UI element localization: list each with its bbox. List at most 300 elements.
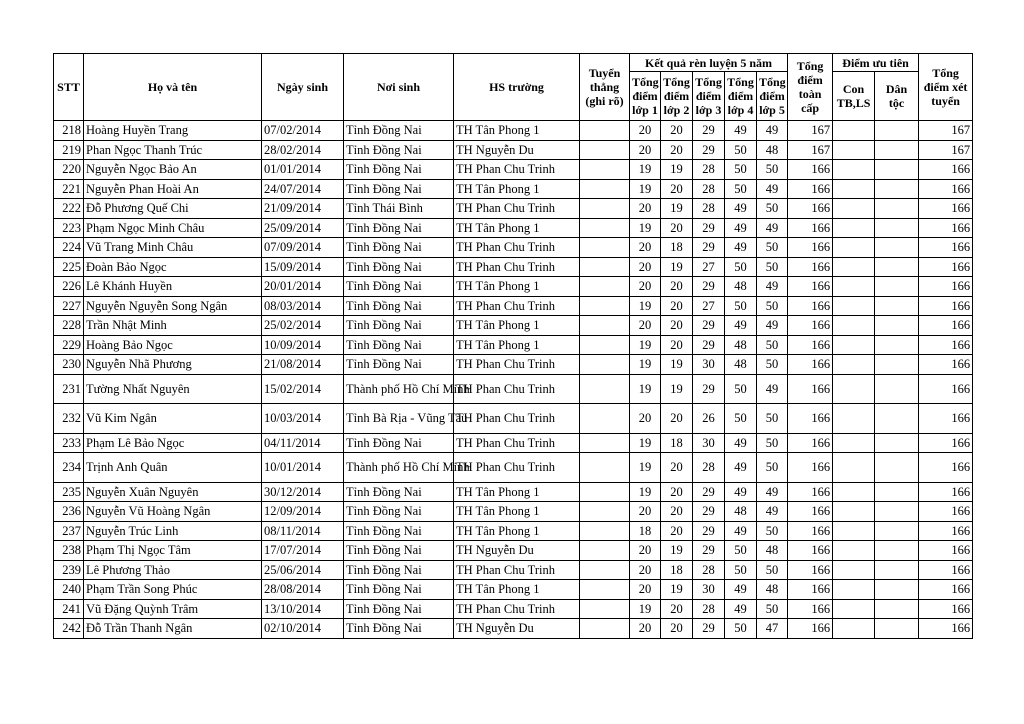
grade4-cell: 50 (725, 541, 757, 561)
grade4-cell: 49 (725, 121, 757, 141)
birthplace-cell: Tỉnh Đồng Nai (344, 502, 454, 522)
stt-cell: 232 (54, 404, 84, 434)
header-grade2: Tổng điểm lớp 2 (661, 72, 693, 121)
grade2-cell: 18 (661, 433, 693, 453)
priority1-cell (833, 121, 875, 141)
priority1-cell (833, 355, 875, 375)
grade5-cell: 47 (757, 619, 788, 639)
dob-cell: 25/06/2014 (262, 560, 344, 580)
stt-cell: 236 (54, 502, 84, 522)
grade1-cell: 18 (630, 521, 661, 541)
grade1-cell: 20 (630, 316, 661, 336)
stt-cell: 223 (54, 218, 84, 238)
birthplace-cell: Thành phố Hồ Chí Minh (344, 374, 454, 404)
final-cell: 167 (919, 140, 973, 160)
name-cell: Đỗ Phương Quế Chi (84, 199, 262, 219)
stt-cell: 231 (54, 374, 84, 404)
total-cell: 166 (788, 335, 833, 355)
name-cell: Phạm Lê Bảo Ngọc (84, 433, 262, 453)
final-cell: 166 (919, 619, 973, 639)
priority1-cell (833, 199, 875, 219)
name-cell: Nguyễn Xuân Nguyên (84, 482, 262, 502)
birthplace-cell: Tỉnh Đồng Nai (344, 599, 454, 619)
final-cell: 167 (919, 121, 973, 141)
grade5-cell: 50 (757, 453, 788, 483)
school-cell: TH Tân Phong 1 (454, 521, 580, 541)
direct-cell (580, 296, 630, 316)
priority1-cell (833, 277, 875, 297)
final-cell: 166 (919, 160, 973, 180)
grade3-cell: 29 (693, 374, 725, 404)
priority1-cell (833, 257, 875, 277)
final-cell: 166 (919, 433, 973, 453)
final-cell: 166 (919, 560, 973, 580)
stt-cell: 222 (54, 199, 84, 219)
grade1-cell: 19 (630, 599, 661, 619)
grade4-cell: 49 (725, 453, 757, 483)
grade2-cell: 20 (661, 140, 693, 160)
dob-cell: 21/09/2014 (262, 199, 344, 219)
final-cell: 166 (919, 404, 973, 434)
grade4-cell: 50 (725, 257, 757, 277)
name-cell: Nguyễn Nguyễn Song Ngân (84, 296, 262, 316)
table-row (54, 482, 973, 502)
direct-cell (580, 433, 630, 453)
table-body (54, 121, 973, 639)
birthplace-cell: Tỉnh Đồng Nai (344, 316, 454, 336)
school-cell: TH Phan Chu Trinh (454, 296, 580, 316)
table-row (54, 433, 973, 453)
table-row (54, 541, 973, 561)
header-grade5: Tổng điểm lớp 5 (757, 72, 788, 121)
table-row (54, 179, 973, 199)
school-cell: TH Phan Chu Trinh (454, 257, 580, 277)
grade1-cell: 19 (630, 218, 661, 238)
priority2-cell (875, 580, 919, 600)
priority1-cell (833, 453, 875, 483)
school-cell: TH Tân Phong 1 (454, 121, 580, 141)
school-cell: TH Tân Phong 1 (454, 580, 580, 600)
table-row (54, 140, 973, 160)
grade5-cell: 50 (757, 160, 788, 180)
grade3-cell: 29 (693, 316, 725, 336)
grade1-cell: 19 (630, 355, 661, 375)
grade4-cell: 48 (725, 335, 757, 355)
grade4-cell: 50 (725, 560, 757, 580)
grade5-cell: 50 (757, 238, 788, 258)
stt-cell: 220 (54, 160, 84, 180)
total-cell: 167 (788, 121, 833, 141)
priority1-cell (833, 179, 875, 199)
school-cell: TH Nguyễn Du (454, 140, 580, 160)
grade5-cell: 50 (757, 599, 788, 619)
grade4-cell: 49 (725, 238, 757, 258)
total-cell: 166 (788, 560, 833, 580)
grade1-cell: 19 (630, 433, 661, 453)
grade4-cell: 49 (725, 599, 757, 619)
total-cell: 167 (788, 140, 833, 160)
grade1-cell: 19 (630, 296, 661, 316)
dob-cell: 24/07/2014 (262, 179, 344, 199)
dob-cell: 13/10/2014 (262, 599, 344, 619)
grade3-cell: 28 (693, 179, 725, 199)
grade2-cell: 19 (661, 541, 693, 561)
grade3-cell: 29 (693, 502, 725, 522)
table-row (54, 599, 973, 619)
school-cell: TH Tân Phong 1 (454, 179, 580, 199)
grade2-cell: 20 (661, 599, 693, 619)
birthplace-cell: Tỉnh Đồng Nai (344, 140, 454, 160)
grade4-cell: 48 (725, 502, 757, 522)
priority1-cell (833, 218, 875, 238)
stt-cell: 233 (54, 433, 84, 453)
table-row (54, 560, 973, 580)
total-cell: 166 (788, 580, 833, 600)
birthplace-cell: Tỉnh Đồng Nai (344, 355, 454, 375)
total-cell: 166 (788, 160, 833, 180)
total-cell: 166 (788, 599, 833, 619)
grade2-cell: 19 (661, 160, 693, 180)
final-cell: 166 (919, 355, 973, 375)
table-row (54, 374, 973, 404)
grade3-cell: 30 (693, 580, 725, 600)
school-cell: TH Phan Chu Trinh (454, 453, 580, 483)
final-cell: 166 (919, 502, 973, 522)
total-cell: 166 (788, 355, 833, 375)
priority1-cell (833, 404, 875, 434)
name-cell: Nguyễn Trúc Linh (84, 521, 262, 541)
table-row (54, 355, 973, 375)
total-cell: 166 (788, 296, 833, 316)
table-row (54, 316, 973, 336)
priority2-cell (875, 541, 919, 561)
grade4-cell: 50 (725, 140, 757, 160)
final-cell: 166 (919, 277, 973, 297)
direct-cell (580, 238, 630, 258)
direct-cell (580, 404, 630, 434)
name-cell: Phạm Ngọc Minh Châu (84, 218, 262, 238)
name-cell: Phan Ngọc Thanh Trúc (84, 140, 262, 160)
grade1-cell: 19 (630, 335, 661, 355)
birthplace-cell: Tỉnh Bà Rịa - Vũng Tàu (344, 404, 454, 434)
final-cell: 166 (919, 335, 973, 355)
priority2-cell (875, 453, 919, 483)
grade5-cell: 49 (757, 121, 788, 141)
total-cell: 166 (788, 541, 833, 561)
grade1-cell: 20 (630, 238, 661, 258)
header-name: Họ và tên (84, 54, 262, 121)
birthplace-cell: Tỉnh Đồng Nai (344, 238, 454, 258)
total-cell: 166 (788, 316, 833, 336)
direct-cell (580, 160, 630, 180)
header-total-all: Tổng điểm toàn cấp (788, 54, 833, 121)
grade1-cell: 19 (630, 453, 661, 483)
final-cell: 166 (919, 316, 973, 336)
grade3-cell: 28 (693, 160, 725, 180)
grade4-cell: 48 (725, 355, 757, 375)
priority2-cell (875, 218, 919, 238)
table-row (54, 238, 973, 258)
birthplace-cell: Tỉnh Đồng Nai (344, 179, 454, 199)
header-priority-dan-toc: Dân tộc (875, 72, 919, 121)
grade5-cell: 49 (757, 374, 788, 404)
header-birthplace: Nơi sinh (344, 54, 454, 121)
stt-cell: 221 (54, 179, 84, 199)
table-row (54, 521, 973, 541)
priority1-cell (833, 560, 875, 580)
dob-cell: 28/08/2014 (262, 580, 344, 600)
total-cell: 166 (788, 619, 833, 639)
dob-cell: 02/10/2014 (262, 619, 344, 639)
grade3-cell: 29 (693, 619, 725, 639)
header-results-group: Kết quả rèn luyện 5 năm (630, 54, 788, 72)
grade5-cell: 50 (757, 335, 788, 355)
grade1-cell: 20 (630, 121, 661, 141)
priority1-cell (833, 335, 875, 355)
school-cell: TH Phan Chu Trinh (454, 433, 580, 453)
grade3-cell: 28 (693, 199, 725, 219)
priority2-cell (875, 121, 919, 141)
direct-cell (580, 218, 630, 238)
name-cell: Hoàng Huyền Trang (84, 121, 262, 141)
priority1-cell (833, 502, 875, 522)
stt-cell: 234 (54, 453, 84, 483)
grade2-cell: 20 (661, 502, 693, 522)
total-cell: 166 (788, 238, 833, 258)
priority2-cell (875, 335, 919, 355)
dob-cell: 07/02/2014 (262, 121, 344, 141)
school-cell: TH Tân Phong 1 (454, 335, 580, 355)
direct-cell (580, 121, 630, 141)
total-cell: 166 (788, 433, 833, 453)
name-cell: Vũ Trang Minh Châu (84, 238, 262, 258)
direct-cell (580, 580, 630, 600)
priority2-cell (875, 316, 919, 336)
total-cell: 166 (788, 404, 833, 434)
total-cell: 166 (788, 179, 833, 199)
name-cell: Nguyễn Nhã Phương (84, 355, 262, 375)
total-cell: 166 (788, 218, 833, 238)
stt-cell: 237 (54, 521, 84, 541)
grade5-cell: 50 (757, 433, 788, 453)
direct-cell (580, 541, 630, 561)
final-cell: 166 (919, 453, 973, 483)
table-row (54, 218, 973, 238)
grade2-cell: 20 (661, 179, 693, 199)
grade5-cell: 50 (757, 560, 788, 580)
grade3-cell: 26 (693, 404, 725, 434)
grade5-cell: 49 (757, 316, 788, 336)
grade3-cell: 30 (693, 355, 725, 375)
grade4-cell: 49 (725, 433, 757, 453)
dob-cell: 08/11/2014 (262, 521, 344, 541)
grade1-cell: 19 (630, 482, 661, 502)
stt-cell: 226 (54, 277, 84, 297)
header-final: Tổng điểm xét tuyển (919, 54, 973, 121)
header-grade4: Tổng điểm lớp 4 (725, 72, 757, 121)
grade2-cell: 19 (661, 580, 693, 600)
grade4-cell: 49 (725, 199, 757, 219)
birthplace-cell: Tỉnh Đồng Nai (344, 160, 454, 180)
dob-cell: 01/01/2014 (262, 160, 344, 180)
birthplace-cell: Tỉnh Đồng Nai (344, 257, 454, 277)
table-row (54, 160, 973, 180)
priority2-cell (875, 433, 919, 453)
grade1-cell: 20 (630, 502, 661, 522)
stt-cell: 227 (54, 296, 84, 316)
final-cell: 166 (919, 238, 973, 258)
stt-cell: 219 (54, 140, 84, 160)
priority1-cell (833, 599, 875, 619)
name-cell: Lê Khánh Huyền (84, 277, 262, 297)
priority2-cell (875, 277, 919, 297)
priority1-cell (833, 433, 875, 453)
birthplace-cell: Tỉnh Đồng Nai (344, 218, 454, 238)
school-cell: TH Phan Chu Trinh (454, 599, 580, 619)
grade4-cell: 49 (725, 521, 757, 541)
final-cell: 166 (919, 218, 973, 238)
grade5-cell: 48 (757, 140, 788, 160)
grade3-cell: 30 (693, 433, 725, 453)
grade2-cell: 20 (661, 296, 693, 316)
grade3-cell: 29 (693, 482, 725, 502)
direct-cell (580, 335, 630, 355)
grade2-cell: 20 (661, 482, 693, 502)
grade1-cell: 20 (630, 541, 661, 561)
name-cell: Phạm Thị Ngọc Tâm (84, 541, 262, 561)
table-row (54, 335, 973, 355)
grade2-cell: 19 (661, 199, 693, 219)
final-cell: 166 (919, 541, 973, 561)
stt-cell: 225 (54, 257, 84, 277)
grade2-cell: 18 (661, 238, 693, 258)
priority2-cell (875, 257, 919, 277)
grade2-cell: 19 (661, 355, 693, 375)
grade5-cell: 49 (757, 502, 788, 522)
grade3-cell: 29 (693, 121, 725, 141)
priority1-cell (833, 316, 875, 336)
header-stt: STT (54, 54, 84, 121)
grade5-cell: 48 (757, 580, 788, 600)
grade2-cell: 19 (661, 374, 693, 404)
birthplace-cell: Tỉnh Đồng Nai (344, 521, 454, 541)
grade4-cell: 50 (725, 160, 757, 180)
name-cell: Nguyễn Vũ Hoàng Ngân (84, 502, 262, 522)
grade1-cell: 20 (630, 140, 661, 160)
total-cell: 166 (788, 374, 833, 404)
dob-cell: 08/03/2014 (262, 296, 344, 316)
priority2-cell (875, 521, 919, 541)
school-cell: TH Phan Chu Trinh (454, 404, 580, 434)
grade4-cell: 49 (725, 482, 757, 502)
grade3-cell: 28 (693, 599, 725, 619)
dob-cell: 20/01/2014 (262, 277, 344, 297)
table-row (54, 580, 973, 600)
grade5-cell: 49 (757, 482, 788, 502)
stt-cell: 240 (54, 580, 84, 600)
total-cell: 166 (788, 257, 833, 277)
grade3-cell: 29 (693, 541, 725, 561)
table-row (54, 296, 973, 316)
table-row (54, 277, 973, 297)
final-cell: 166 (919, 199, 973, 219)
direct-cell (580, 482, 630, 502)
school-cell: TH Tân Phong 1 (454, 502, 580, 522)
direct-cell (580, 199, 630, 219)
priority2-cell (875, 619, 919, 639)
name-cell: Vũ Đặng Quỳnh Trâm (84, 599, 262, 619)
priority1-cell (833, 482, 875, 502)
stt-cell: 228 (54, 316, 84, 336)
stt-cell: 235 (54, 482, 84, 502)
priority1-cell (833, 296, 875, 316)
birthplace-cell: Tỉnh Đồng Nai (344, 433, 454, 453)
final-cell: 166 (919, 257, 973, 277)
grade3-cell: 28 (693, 560, 725, 580)
final-cell: 166 (919, 296, 973, 316)
header-grade3: Tổng điểm lớp 3 (693, 72, 725, 121)
final-cell: 166 (919, 179, 973, 199)
dob-cell: 10/09/2014 (262, 335, 344, 355)
birthplace-cell: Tỉnh Đồng Nai (344, 296, 454, 316)
name-cell: Trần Nhật Minh (84, 316, 262, 336)
priority2-cell (875, 296, 919, 316)
direct-cell (580, 521, 630, 541)
name-cell: Phạm Trần Song Phúc (84, 580, 262, 600)
school-cell: TH Tân Phong 1 (454, 277, 580, 297)
school-cell: TH Nguyễn Du (454, 541, 580, 561)
table-row (54, 502, 973, 522)
dob-cell: 28/02/2014 (262, 140, 344, 160)
stt-cell: 230 (54, 355, 84, 375)
final-cell: 166 (919, 482, 973, 502)
grade3-cell: 29 (693, 521, 725, 541)
birthplace-cell: Tỉnh Đồng Nai (344, 335, 454, 355)
header-priority-group: Điểm ưu tiên (833, 54, 919, 72)
name-cell: Vũ Kim Ngân (84, 404, 262, 434)
stt-cell: 238 (54, 541, 84, 561)
total-cell: 166 (788, 453, 833, 483)
direct-cell (580, 453, 630, 483)
dob-cell: 25/09/2014 (262, 218, 344, 238)
dob-cell: 07/09/2014 (262, 238, 344, 258)
header-direct: Tuyển thẳng (ghi rõ) (580, 54, 630, 121)
grade3-cell: 27 (693, 296, 725, 316)
priority1-cell (833, 541, 875, 561)
priority1-cell (833, 160, 875, 180)
grade2-cell: 19 (661, 257, 693, 277)
birthplace-cell: Tỉnh Đồng Nai (344, 619, 454, 639)
birthplace-cell: Tỉnh Đồng Nai (344, 277, 454, 297)
grade3-cell: 29 (693, 218, 725, 238)
name-cell: Tường Nhất Nguyên (84, 374, 262, 404)
table-row (54, 404, 973, 434)
grade4-cell: 50 (725, 619, 757, 639)
total-cell: 166 (788, 482, 833, 502)
final-cell: 166 (919, 521, 973, 541)
grade1-cell: 19 (630, 179, 661, 199)
dob-cell: 25/02/2014 (262, 316, 344, 336)
total-cell: 166 (788, 277, 833, 297)
dob-cell: 10/03/2014 (262, 404, 344, 434)
header-grade1: Tổng điểm lớp 1 (630, 72, 661, 121)
table-row (54, 257, 973, 277)
birthplace-cell: Tỉnh Thái Bình (344, 199, 454, 219)
grade4-cell: 50 (725, 404, 757, 434)
grade2-cell: 20 (661, 453, 693, 483)
results-table (53, 53, 973, 639)
direct-cell (580, 560, 630, 580)
